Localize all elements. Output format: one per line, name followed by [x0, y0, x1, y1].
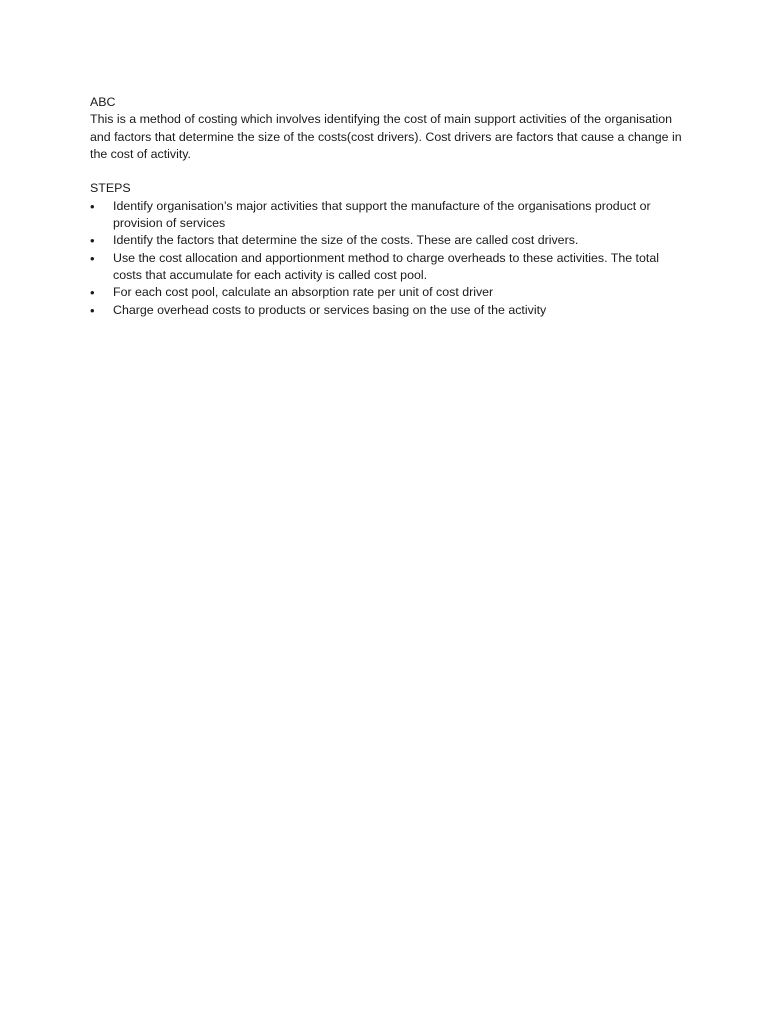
list-item: [90, 284, 690, 301]
steps-list: [90, 198, 690, 319]
bullet-icon: •: [90, 198, 95, 214]
list-item-text: For each cost pool, calculate an absorption rate per unit of cost driver: [113, 285, 494, 300]
list-item: [90, 302, 690, 319]
bullet-icon: •: [90, 285, 95, 301]
list-item-text: Identify the factors that determine the size of the costs. These are called cost drivers.: [113, 233, 579, 248]
list-item: [90, 198, 690, 233]
paragraph-spacer: [90, 163, 690, 180]
list-item: [90, 232, 690, 249]
document-heading: ABC: [90, 95, 116, 109]
list-item-text: Charge overhead costs to products or services basing on the use of the activity: [113, 302, 547, 317]
list-item-text: Use the cost allocation and apportionment method to charge overheads to these activities. The total costs that accumulate for each activity is called cost pool.: [113, 250, 659, 282]
intro-paragraph: This is a method of costing which involves identifying the cost of main support activities of the organisation and factors that determine the size of the costs(cost drivers). Cost drivers are factors that cause a change in the cost of activity.: [90, 112, 682, 161]
bullet-icon: •: [90, 233, 95, 249]
steps-heading: STEPS: [90, 181, 131, 196]
bullet-icon: •: [90, 250, 95, 266]
bullet-icon: •: [90, 302, 95, 318]
document-body: [90, 94, 690, 319]
list-item-text: Identify organisation’s major activities that support the manufacture of the organisations product or provision of services: [113, 198, 651, 231]
list-item: [90, 250, 690, 285]
